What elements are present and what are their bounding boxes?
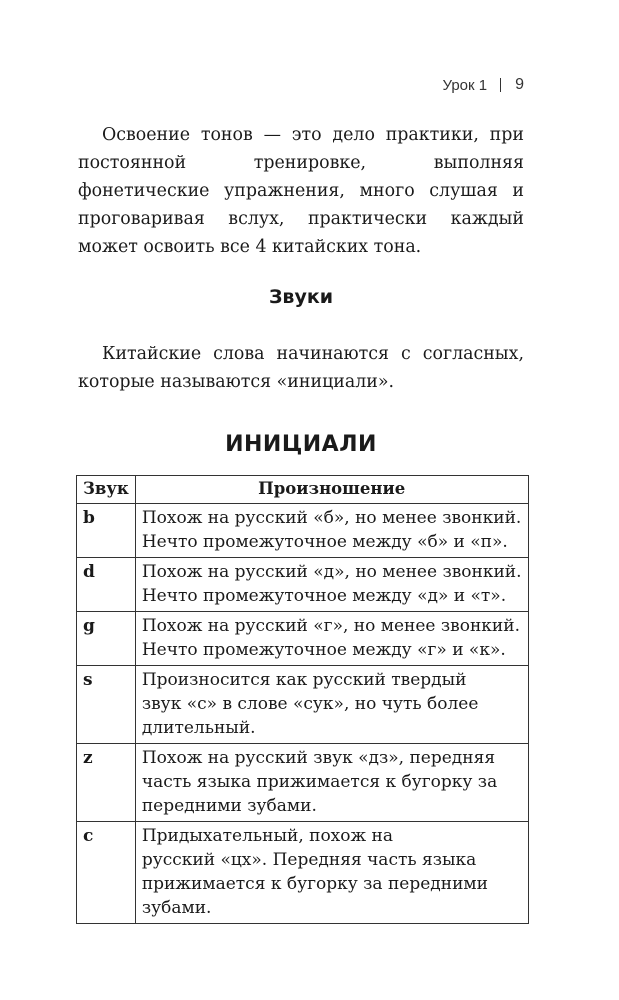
pronunciation-line: Нечто промежуточное между «д» и «т».	[141, 586, 507, 606]
pronunciation-line: Похож на русский «б», но менее звонкий.	[141, 508, 522, 528]
pronunciation-cell	[135, 504, 528, 558]
table-row	[77, 504, 529, 558]
sound-cell: s	[77, 666, 136, 744]
paragraph-tones: Освоение тонов — это дело практики, при постоянной тренировке, выполняя фонетические упражнения, много слушая и проговаривая вслух, практически каждый может освоить все 4 китайских тона.	[78, 125, 524, 257]
pronunciation-cell	[135, 666, 528, 744]
pronunciation-line: передними зубами.	[141, 796, 317, 816]
pronunciation-line: длительный.	[141, 718, 256, 738]
pronunciation-line: Придыхательный, похож на	[141, 826, 394, 846]
sound-cell: g	[77, 612, 136, 666]
header-separator	[500, 78, 501, 92]
pronunciation-line: Похож на русский «г», но менее звонкий.	[141, 616, 520, 636]
pronunciation-cell	[135, 558, 528, 612]
initials-table	[76, 475, 529, 924]
pronunciation-line: зубами.	[141, 898, 212, 918]
page-number: 9	[515, 76, 524, 93]
pronunciation-line: прижимается к бугорку за передними	[141, 874, 488, 894]
pronunciation-line: Похож на русский звук «дз», передняя	[141, 748, 496, 768]
pronunciation-line: Похож на русский «д», но менее звонкий.	[141, 562, 522, 582]
sound-cell: c	[77, 822, 136, 924]
pronunciation-line: Нечто промежуточное между «б» и «п».	[141, 532, 508, 552]
paragraph-initials-intro: Китайские слова начинаются с согласных, которые называются «инициали».	[78, 344, 524, 392]
table-row	[77, 744, 529, 822]
table-row	[77, 666, 529, 744]
table-row	[77, 612, 529, 666]
section-heading-sounds: Звуки	[268, 286, 334, 308]
table-title: ИНИЦИАЛИ	[225, 432, 377, 457]
running-header	[442, 76, 524, 94]
column-header-sound: Звук	[77, 476, 136, 504]
pronunciation-line: Произносится как русский твердый	[141, 670, 467, 690]
sound-cell: z	[77, 744, 136, 822]
table-header-row	[77, 476, 529, 504]
column-header-pronunciation: Произношение	[135, 476, 528, 504]
sound-cell: b	[77, 504, 136, 558]
pronunciation-cell	[135, 612, 528, 666]
pronunciation-cell	[135, 744, 528, 822]
table-row	[77, 558, 529, 612]
pronunciation-line: звук «с» в слове «сук», но чуть более	[141, 694, 479, 714]
pronunciation-line: часть языка прижимается к бугорку за	[141, 772, 498, 792]
pronunciation-line: Нечто промежуточное между «г» и «к».	[141, 640, 506, 660]
pronunciation-line: русский «цх». Передняя часть языка	[141, 850, 477, 870]
table-row	[77, 822, 529, 924]
sound-cell: d	[77, 558, 136, 612]
pronunciation-cell	[135, 822, 528, 924]
lesson-label: Урок 1	[442, 76, 488, 94]
